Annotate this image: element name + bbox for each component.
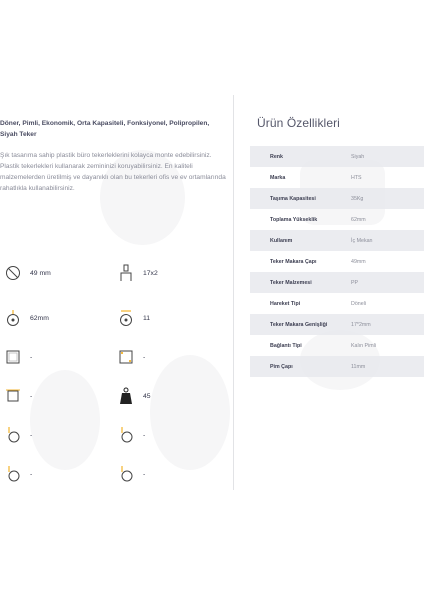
plate-hole-icon	[117, 348, 135, 366]
row-value: Kalın Pimli	[351, 342, 377, 349]
spec-item	[4, 465, 32, 483]
offset-icon	[117, 309, 135, 327]
table-row	[250, 188, 424, 209]
row-value: 62mm	[351, 216, 366, 223]
row-label: Teker Makara Çapı	[270, 258, 317, 265]
spec-value: 45	[143, 392, 151, 400]
spec-value: -	[30, 353, 33, 361]
spec-value: -	[143, 431, 146, 439]
spec-value: 62mm	[30, 314, 49, 322]
row-label: Bağlantı Tipi	[270, 342, 302, 349]
spec-item	[117, 264, 158, 282]
mount-pin-icon	[117, 264, 135, 282]
spec-item	[4, 426, 32, 444]
right-panel	[240, 0, 424, 600]
hole-spacing-icon	[4, 387, 22, 405]
table-row	[250, 230, 424, 251]
row-value: HTS	[351, 174, 362, 181]
spec-value: -	[30, 470, 33, 478]
spec-item	[117, 309, 150, 327]
swivel-height-icon	[4, 465, 22, 483]
total-height-icon	[4, 309, 22, 327]
table-row	[250, 272, 424, 293]
plate-size-icon	[4, 348, 22, 366]
spec-value: -	[30, 392, 33, 400]
spec-item	[117, 426, 145, 444]
section-divider	[233, 95, 234, 490]
spec-item	[117, 387, 151, 405]
product-title: Döner, Pimli, Ekonomik, Orta Kapasiteli, Fonksiyonel, Polipropilen, Siyah Teker	[0, 120, 210, 138]
row-label: Hareket Tipi	[270, 300, 301, 307]
row-value: İç Mekan	[351, 237, 373, 244]
table-row	[250, 314, 424, 335]
row-label: Pim Çapı	[270, 363, 293, 370]
row-value: Döneli	[351, 300, 367, 307]
spec-value: -	[143, 353, 146, 361]
table-row	[250, 251, 424, 272]
brake-offset-icon	[117, 426, 135, 444]
row-label: Taşıma Kapasitesi	[270, 195, 316, 202]
row-value: 17*2mm	[351, 321, 371, 328]
row-value: PP	[351, 279, 359, 286]
spec-item	[117, 465, 145, 483]
row-value: 11mm	[351, 363, 366, 370]
spec-item	[4, 309, 49, 327]
spec-item	[117, 348, 145, 366]
row-label: Kullanım	[270, 237, 293, 244]
row-label: Renk	[270, 153, 283, 160]
spec-value: 49 mm	[30, 269, 51, 277]
row-value: 35Kg	[351, 195, 364, 202]
table-row	[250, 356, 424, 377]
spec-value: 11	[143, 314, 151, 322]
row-label: Toplama Yükseklik	[270, 216, 318, 223]
spec-item	[4, 264, 51, 282]
swivel-offset-icon	[117, 465, 135, 483]
table-row	[250, 146, 424, 167]
spec-value: -	[143, 470, 146, 478]
row-value: Siyah	[351, 153, 365, 160]
row-label: Teker Malzemesi	[270, 279, 312, 286]
product-description: Şık tasarıma sahip plastik büro tekerleklerini kolayca monte edebilirsiniz. Plastik tekerlekleri kullanarak zemininizi koruyabilirsiniz. En kaliteli malzemelerden üretilmiş ve dayanıklı olan bu tekerleri ofis ve ev ortamlarında rahatlıkla kullanabilirsiniz.	[0, 152, 226, 192]
weight-icon	[117, 387, 135, 405]
row-label: Teker Makara Genişliği	[270, 321, 328, 328]
features-heading: Ürün Özellikleri	[257, 116, 340, 130]
wheel-diameter-icon	[4, 264, 22, 282]
spec-value: 17x2	[143, 269, 158, 277]
row-label: Marka	[270, 174, 286, 181]
spec-value: -	[30, 431, 33, 439]
table-row	[250, 335, 424, 356]
features-table	[250, 146, 424, 377]
spec-item	[4, 348, 32, 366]
brake-height-icon	[4, 426, 22, 444]
spec-item	[4, 387, 32, 405]
table-row	[250, 167, 424, 188]
row-value: 49mm	[351, 258, 366, 265]
table-row	[250, 293, 424, 314]
table-row	[250, 209, 424, 230]
